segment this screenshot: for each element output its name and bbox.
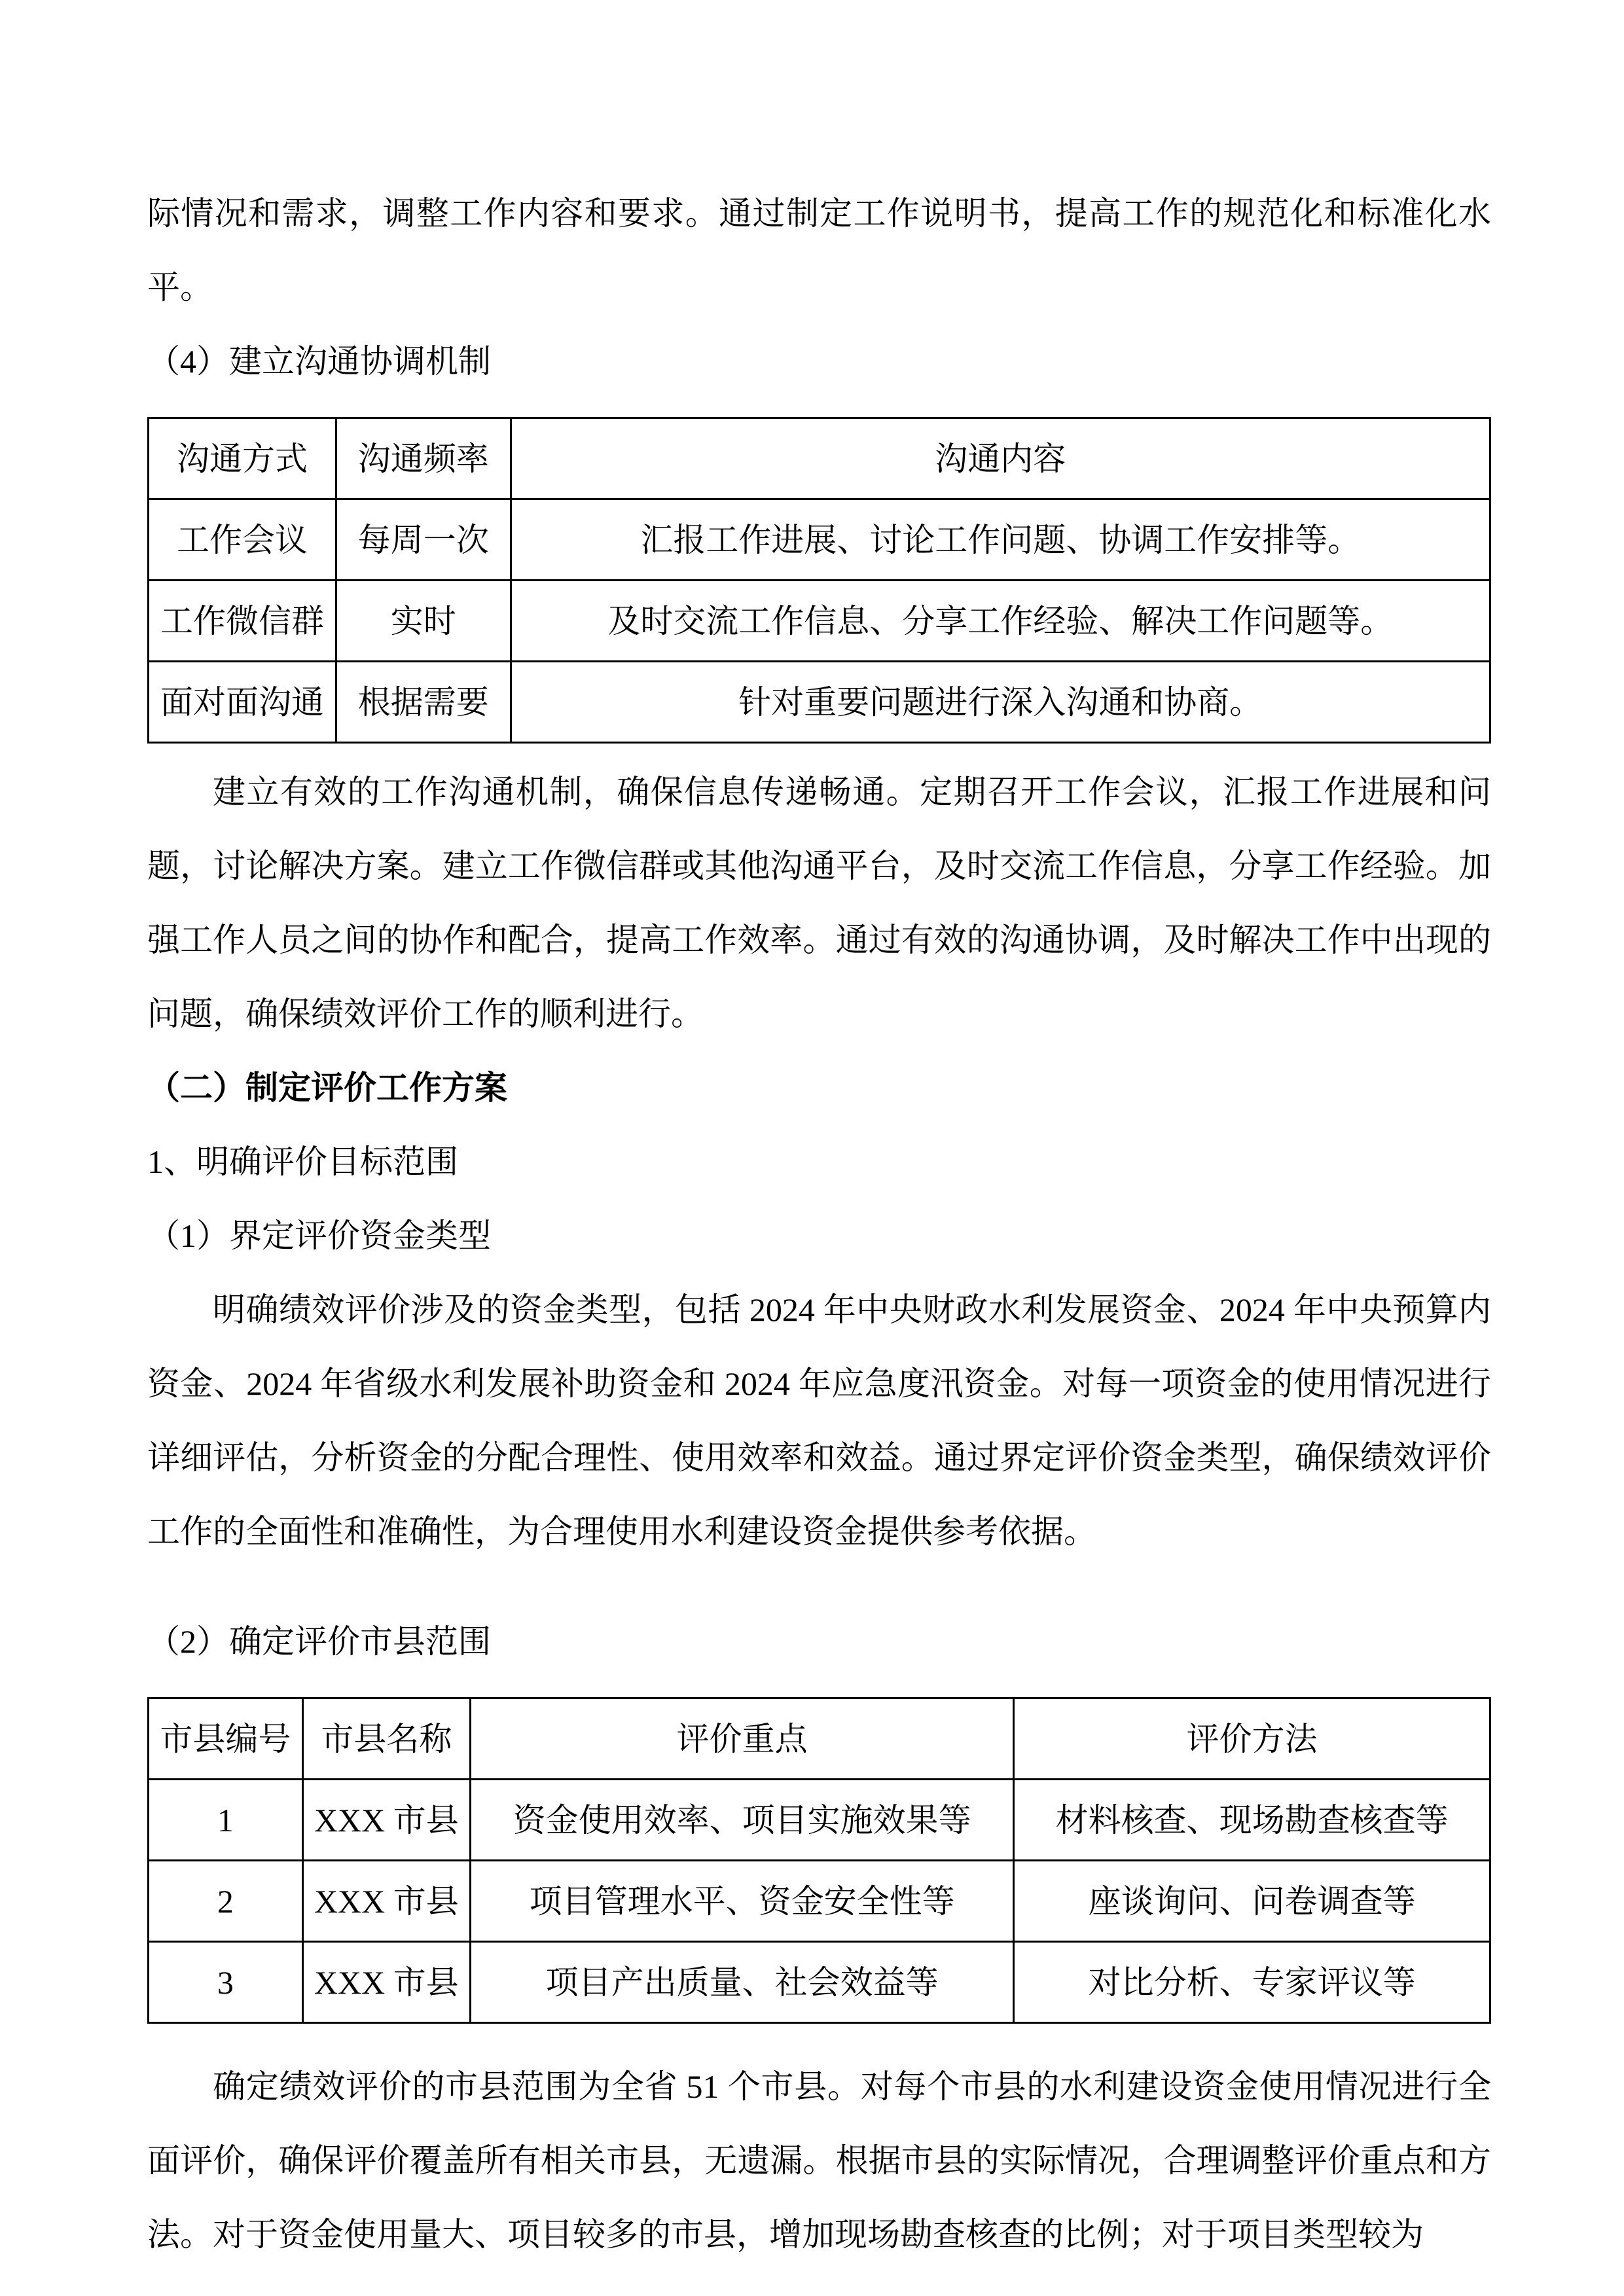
table-cell: 面对面沟通 bbox=[149, 662, 336, 743]
table-cell: 汇报工作进展、讨论工作问题、协调工作安排等。 bbox=[511, 499, 1490, 581]
table-row bbox=[149, 1861, 1490, 1942]
table-header-cell: 沟通方式 bbox=[149, 418, 336, 499]
table-header-cell: 市县名称 bbox=[302, 1698, 470, 1780]
table-cell: XXX 市县 bbox=[302, 1942, 470, 2023]
table-header-cell: 评价方法 bbox=[1014, 1698, 1490, 1780]
table-cell: 座谈询问、问卷调查等 bbox=[1014, 1861, 1490, 1942]
table-cell: 项目产出质量、社会效益等 bbox=[471, 1942, 1014, 2023]
table-cell: 实时 bbox=[336, 581, 511, 662]
table-cell: 针对重要问题进行深入沟通和协商。 bbox=[511, 662, 1490, 743]
heading-county-scope: （2）确定评价市县范围 bbox=[147, 1623, 491, 1660]
paragraph-continuation: 际情况和需求，调整工作内容和要求。通过制定工作说明书，提高工作的规范化和标准化水平。 bbox=[147, 195, 1491, 306]
table-header-cell: 沟通频率 bbox=[336, 418, 511, 499]
paragraph-counties: 确定绩效评价的市县范围为全省 51 个市县。对每个市县的水利建设资金使用情况进行全面评价，确保评价覆盖所有相关市县，无遗漏。根据市县的实际情况，合理调整评价重点和方法。对于资金使用量大、项目较多的市县，增加现场勘查核查的比例；对于项目类型较为 bbox=[147, 2068, 1491, 2253]
paragraph-funds: 明确绩效评价涉及的资金类型，包括 2024 年中央财政水利发展资金、2024 年中央预算内资金、2024 年省级水利发展补助资金和 2024 年应急度汛资金。对每一项资金的使用情况进行详细评估，分析资金的分配合理性、使用效率和效益。通过界定评价资金类型，确保绩效评价工作的全面性和准确性，为合理使用水利建设资金提供参考依据。 bbox=[147, 1291, 1491, 1550]
table-cell: 资金使用效率、项目实施效果等 bbox=[471, 1780, 1014, 1861]
heading-fund-type: （1）界定评价资金类型 bbox=[147, 1217, 491, 1254]
table-cell: 项目管理水平、资金安全性等 bbox=[471, 1861, 1014, 1942]
heading-objective-scope: 1、明确评价目标范围 bbox=[147, 1143, 458, 1180]
paragraph-communication: 建立有效的工作沟通机制，确保信息传递畅通。定期召开工作会议，汇报工作进展和问题，讨论解决方案。建立工作微信群或其他沟通平台，及时交流工作信息，分享工作经验。加强工作人员之间的协作和配合，提高工作效率。通过有效的沟通协调，及时解决工作中出现的问题，确保绩效评价工作的顺利进行。 bbox=[147, 774, 1491, 1032]
table-cell: XXX 市县 bbox=[302, 1861, 470, 1942]
table-header-row bbox=[149, 1698, 1490, 1780]
table-row bbox=[149, 581, 1490, 662]
table-cell: 2 bbox=[149, 1861, 303, 1942]
table-row bbox=[149, 662, 1490, 743]
table-cell: XXX 市县 bbox=[302, 1780, 470, 1861]
table-cell: 根据需要 bbox=[336, 662, 511, 743]
table-cell: 每周一次 bbox=[336, 499, 511, 581]
table-header-cell: 市县编号 bbox=[149, 1698, 303, 1780]
table-header-cell: 沟通内容 bbox=[511, 418, 1490, 499]
table-cell: 及时交流工作信息、分享工作经验、解决工作问题等。 bbox=[511, 581, 1490, 662]
table-header-cell: 评价重点 bbox=[471, 1698, 1014, 1780]
table-cell: 3 bbox=[149, 1942, 303, 2023]
table-cell: 材料核查、现场勘查核查等 bbox=[1014, 1780, 1490, 1861]
communication-table bbox=[147, 417, 1491, 744]
table-cell: 1 bbox=[149, 1780, 303, 1861]
table-cell: 对比分析、专家评议等 bbox=[1014, 1942, 1490, 2023]
table-row bbox=[149, 499, 1490, 581]
county-table bbox=[147, 1697, 1491, 2024]
table-row bbox=[149, 1942, 1490, 2023]
table-header-row bbox=[149, 418, 1490, 499]
heading-section-two: （二）制定评价工作方案 bbox=[147, 1069, 507, 1106]
table-row bbox=[149, 1780, 1490, 1861]
table-cell: 工作微信群 bbox=[149, 581, 336, 662]
table-cell: 工作会议 bbox=[149, 499, 336, 581]
heading-communication-mechanism: （4）建立沟通协调机制 bbox=[147, 343, 491, 380]
